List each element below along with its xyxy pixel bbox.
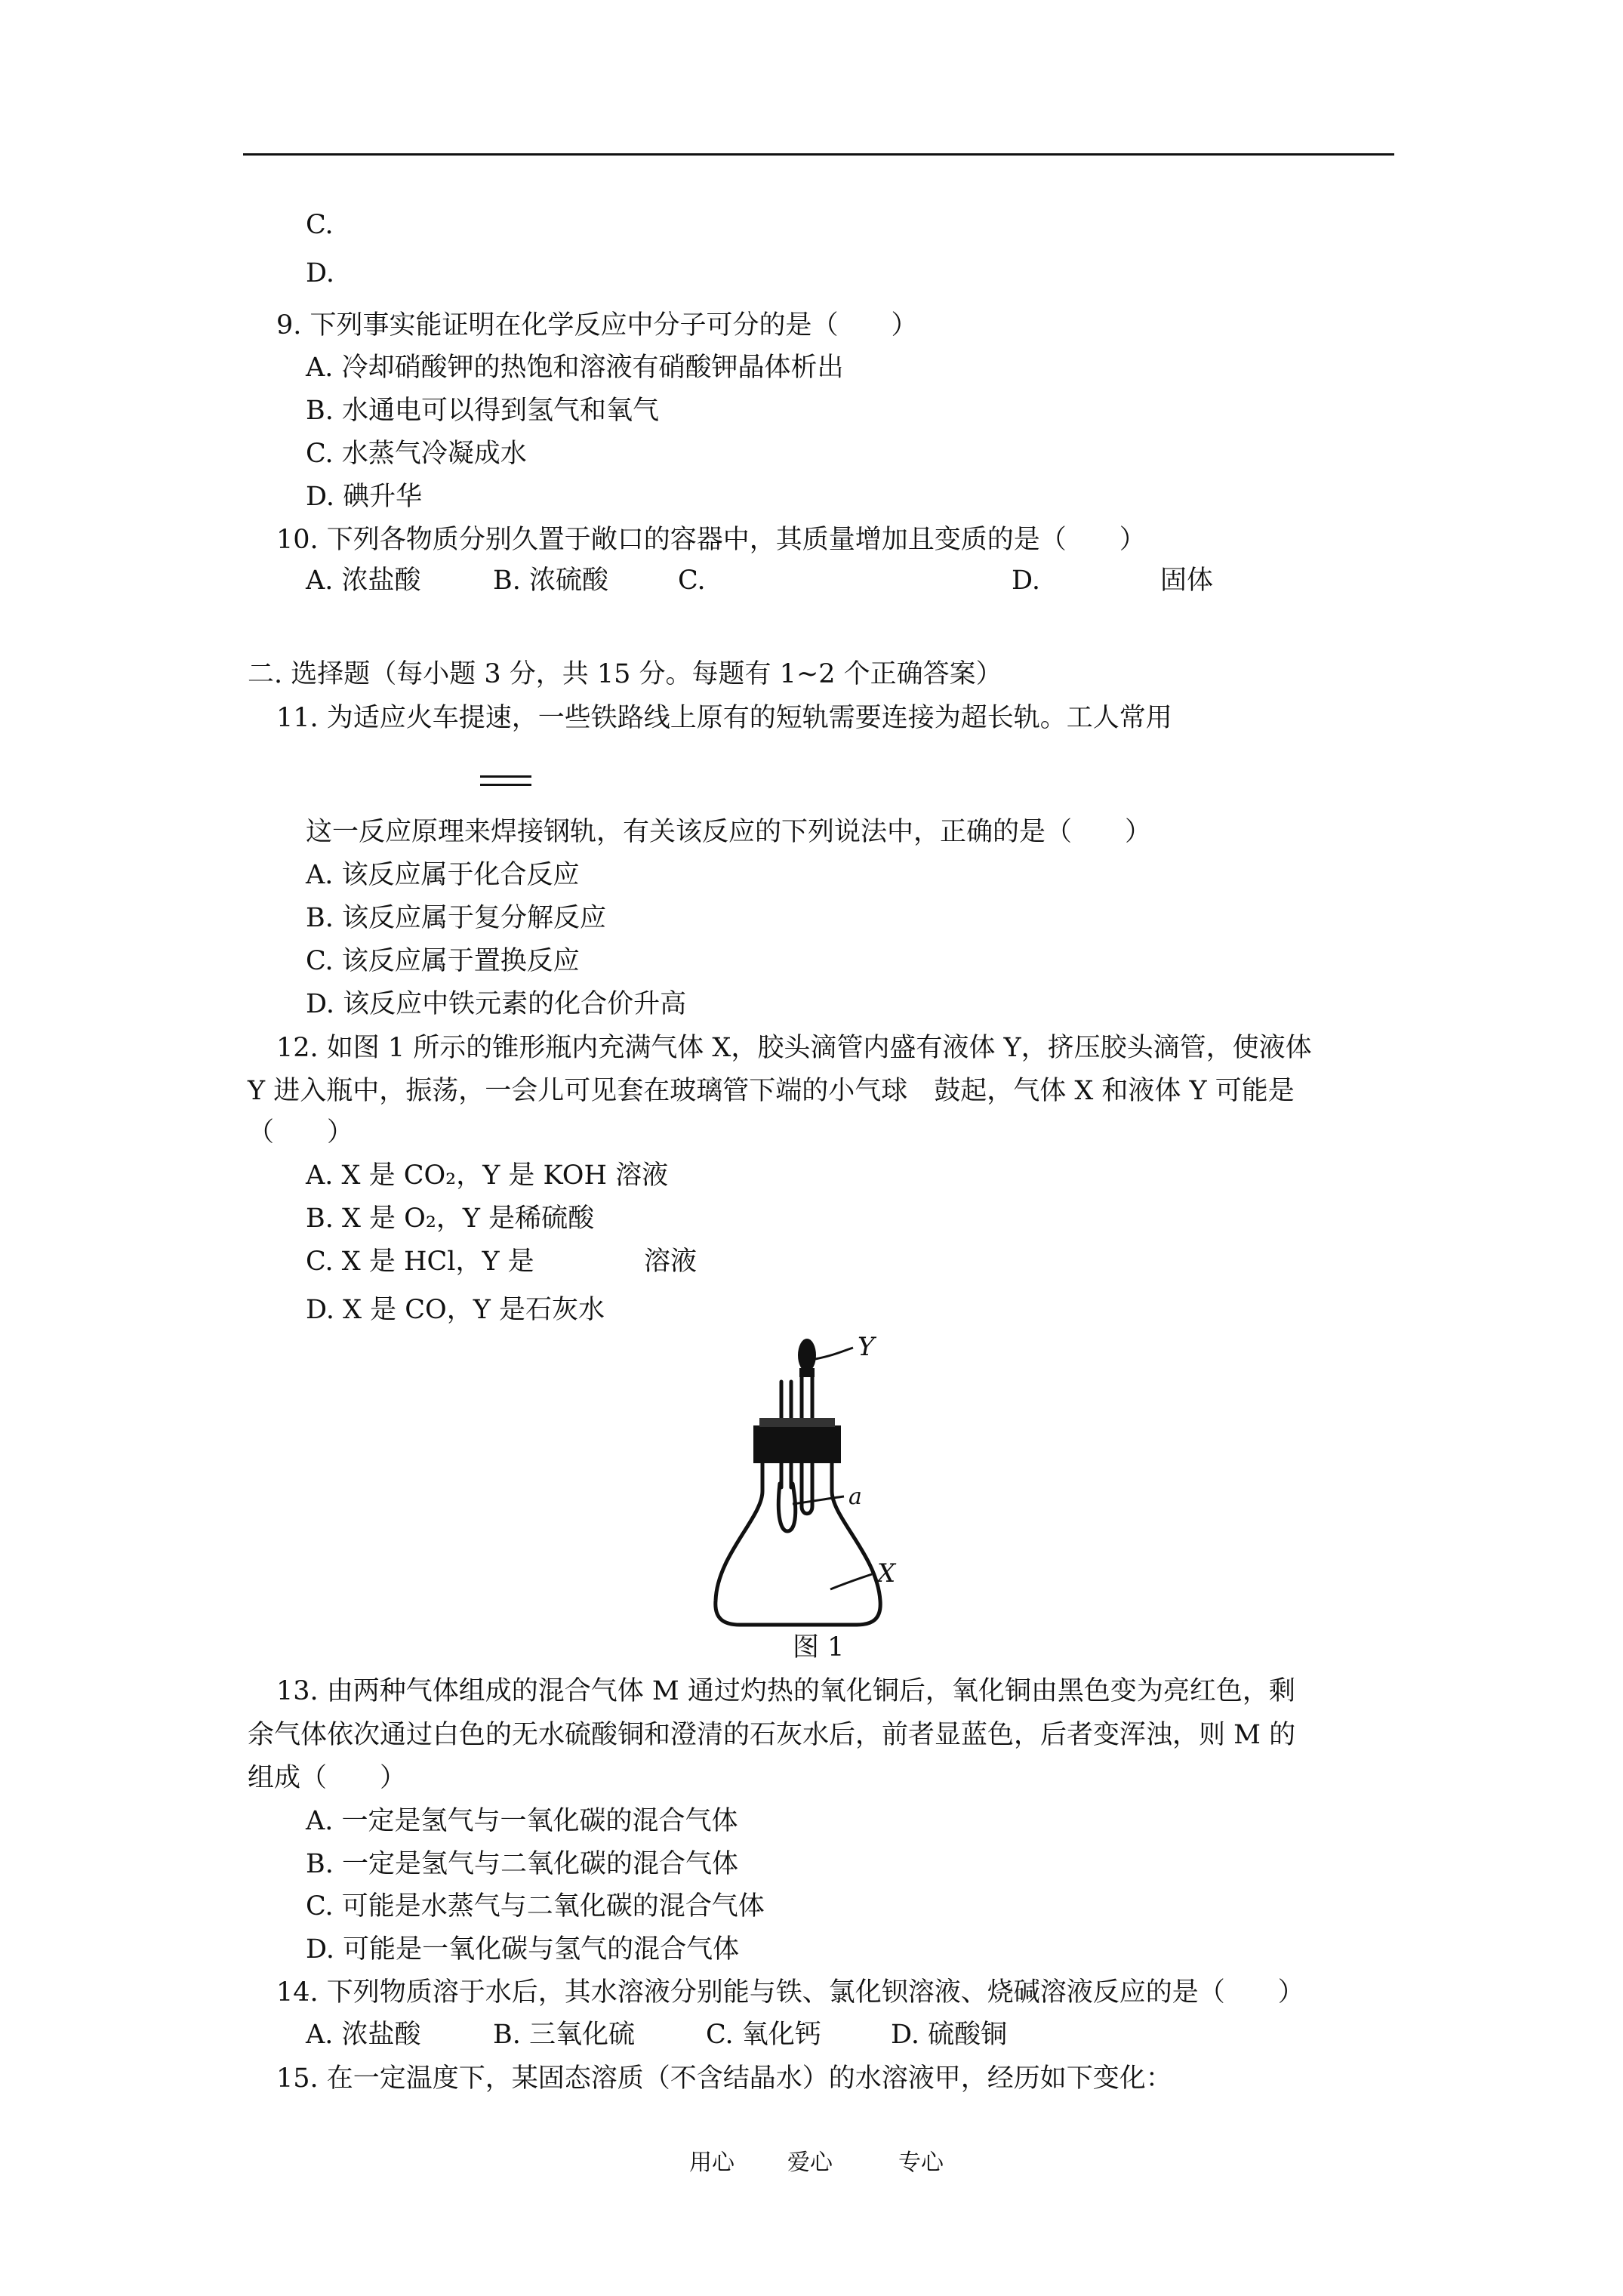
- q14-option-c: C. 氧化钙: [706, 2020, 821, 2050]
- q12-stem-line-2: Y 进入瓶中，振荡，一会儿可见套在玻璃管下端的小气球 鼓起，气体 X 和液体 Y 可能是: [248, 1076, 1295, 1106]
- q13-option-b: B. 一定是氢气与二氧化碳的混合气体: [306, 1849, 738, 1879]
- q12-option-a: A. X 是 CO₂，Y 是 KOH 溶液: [306, 1160, 669, 1191]
- footer-word-2: 爱心: [787, 2150, 833, 2176]
- q10-option-a: A. 浓盐酸: [306, 566, 421, 596]
- q14-option-a: A. 浓盐酸: [306, 2020, 421, 2050]
- q11-option-c: C. 该反应属于置换反应: [306, 946, 580, 976]
- q12-stem-line-1: 12. 如图 1 所示的锥形瓶内充满气体 X，胶头滴管内盛有液体 Y，挤压胶头滴管，使液体: [276, 1033, 1312, 1063]
- q9-option-c: C. 水蒸气冷凝成水: [306, 439, 527, 469]
- q9-stem: 9. 下列事实能证明在化学反应中分子可分的是（ ）: [276, 310, 918, 341]
- q9-option-b: B. 水通电可以得到氢气和氧气: [306, 396, 659, 426]
- q10-option-c: C.: [678, 566, 706, 596]
- footer-word-1: 用心: [689, 2150, 735, 2176]
- section-2-heading: 二. 选择题（每小题 3 分，共 15 分。每题有 1~2 个正确答案）: [248, 659, 1002, 689]
- q13-stem-line-3: 组成（ ）: [248, 1763, 407, 1793]
- q10-option-b: B. 浓硫酸: [493, 566, 608, 596]
- q14-stem: 14. 下列物质溶于水后，其水溶液分别能与铁、氯化钡溶液、烧碱溶液反应的是（ ）: [276, 1977, 1304, 2008]
- q12-option-c-tail: 溶液: [644, 1247, 698, 1277]
- q13-stem-line-1: 13. 由两种气体组成的混合气体 M 通过灼热的氧化铜后，氧化铜由黑色变为亮红色，剩: [276, 1676, 1295, 1706]
- q11-option-d: D. 该反应中铁元素的化合价升高: [306, 989, 687, 1019]
- dropper-bulb: [798, 1339, 816, 1372]
- figure-1: [710, 1329, 913, 1634]
- q10-stem: 10. 下列各物质分别久置于敞口的容器中，其质量增加且变质的是（ ）: [276, 525, 1146, 555]
- q13-stem-line-2: 余气体依次通过白色的无水硫酸铜和澄清的石灰水后，前者显蓝色，后者变浑浊，则 M 的: [248, 1720, 1296, 1750]
- figure-1-caption: 图 1: [793, 1632, 845, 1663]
- q11-option-b: B. 该反应属于复分解反应: [306, 903, 606, 933]
- stopper: [753, 1425, 841, 1463]
- reaction-equals-sign: [480, 775, 531, 786]
- q14-option-d: D. 硫酸铜: [891, 2020, 1008, 2050]
- flask-diagram: [710, 1329, 913, 1631]
- q12-option-d: D. X 是 CO，Y 是石灰水: [306, 1295, 605, 1325]
- q11-stem: 11. 为适应火车提速，一些铁路线上原有的短轨需要连接为超长轨。工人常用: [276, 703, 1172, 733]
- q14-option-b: B. 三氧化硫: [493, 2020, 635, 2050]
- footer-word-3: 专心: [898, 2150, 944, 2176]
- q9-option-d: D. 碘升华: [306, 482, 423, 512]
- label-y: Y: [858, 1332, 875, 1362]
- q14-options: [0, 2018, 1623, 2051]
- q9-option-a: A. 冷却硝酸钾的热饱和溶液有硝酸钾晶体析出: [306, 353, 844, 383]
- q8-option-d: D.: [306, 258, 334, 288]
- q8-option-c: C.: [306, 210, 334, 240]
- q12-stem-line-3: （ ）: [248, 1117, 354, 1148]
- q11-option-a: A. 该反应属于化合反应: [306, 860, 580, 890]
- q12-option-c: C. X 是 HCl，Y 是: [306, 1247, 534, 1277]
- q10-options: [0, 564, 1623, 597]
- header-rule: [243, 153, 1394, 156]
- q11-stem-cont: 这一反应原理来焊接钢轨，有关该反应的下列说法中，正确的是（ ）: [306, 817, 1152, 847]
- label-x: X: [877, 1558, 896, 1589]
- q10-option-d-text: 固体: [1160, 566, 1214, 596]
- q13-option-c: C. 可能是水蒸气与二氧化碳的混合气体: [306, 1891, 765, 1922]
- q10-option-d: D.: [1012, 566, 1040, 596]
- q13-option-a: A. 一定是氢气与一氧化碳的混合气体: [306, 1806, 738, 1836]
- q12-option-b: B. X 是 O₂，Y 是稀硫酸: [306, 1203, 595, 1234]
- q15-stem: 15. 在一定温度下，某固态溶质（不含结晶水）的水溶液甲，经历如下变化：: [276, 2063, 1172, 2094]
- label-a: a: [848, 1484, 862, 1510]
- q13-option-d: D. 可能是一氧化碳与氢气的混合气体: [306, 1934, 740, 1965]
